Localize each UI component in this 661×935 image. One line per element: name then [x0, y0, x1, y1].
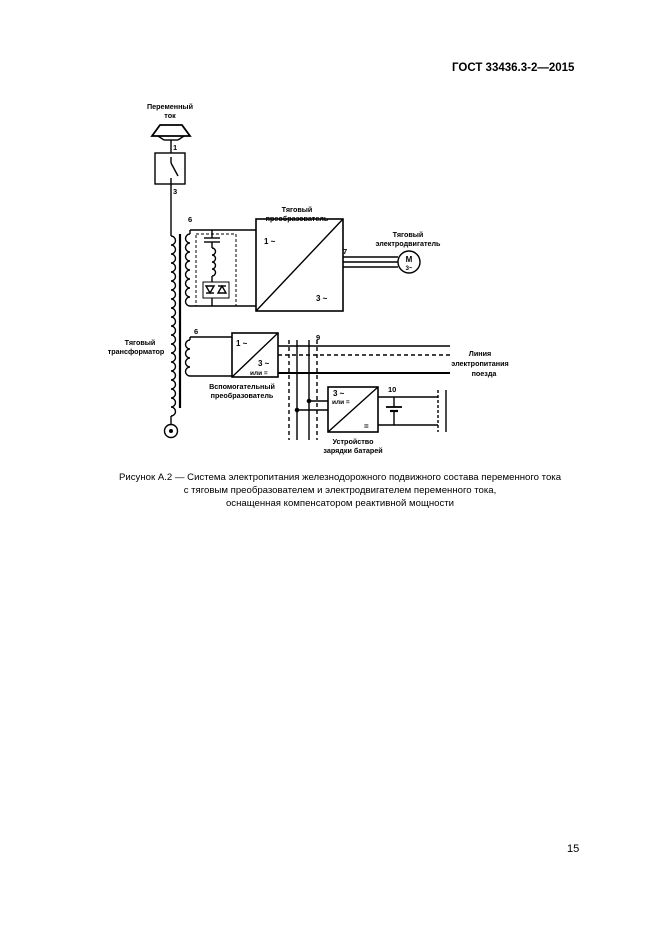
charger-input-mark-2: или =	[332, 399, 350, 406]
charger-label-1: Устройство	[332, 437, 374, 446]
traction-converter-label-2: преобразователь	[265, 214, 329, 223]
traction-motor-label-1: Тяговый	[392, 230, 424, 239]
figure-caption-line-2: с тяговым преобразователем и электродвигателем переменного тока,	[183, 485, 497, 496]
transformer-primary-winding	[171, 236, 176, 416]
traction-converter	[256, 219, 343, 311]
figure-caption-line-3: оснащенная компенсатором реактивной мощности	[225, 498, 455, 509]
number-6-traction: 6	[188, 215, 193, 224]
page-number: 15	[567, 843, 580, 855]
main-switch-icon	[155, 153, 185, 184]
aux-converter-output-mark-1: 3 ~	[258, 359, 270, 368]
aux-converter-output-mark-2: или =	[250, 370, 268, 377]
charger-output-mark: =	[364, 422, 369, 431]
motor-phase: 3~	[405, 266, 413, 272]
document-id: ГОСТ 33436.3-2—2015	[452, 62, 575, 74]
traction-transformer-label-2: трансформатор	[107, 347, 165, 356]
number-9: 9	[316, 333, 321, 342]
wheel-ground-icon	[165, 425, 178, 438]
aux-converter-label-1: Вспомогательный	[209, 382, 275, 391]
ac-line-label-2: ток	[164, 111, 176, 120]
number-3: 3	[173, 187, 178, 196]
traction-converter-input-mark: 1 ~	[264, 237, 276, 246]
aux-converter-input-mark: 1 ~	[236, 339, 248, 348]
figure-caption-line-1: Рисунок А.2 — Система электропитания железнодорожного подвижного состава переменного тока	[118, 472, 562, 483]
charger-input-mark-1: 3 ~	[333, 389, 345, 398]
number-7: 7	[343, 247, 348, 256]
battery-icon	[378, 390, 446, 432]
train-line-label-2: электропитания	[451, 359, 509, 368]
motor-symbol: M	[405, 255, 413, 264]
aux-converter-label-2: преобразователь	[210, 391, 274, 400]
charger-label-2: зарядки батарей	[323, 446, 383, 455]
number-1: 1	[173, 143, 178, 152]
number-6-aux: 6	[194, 327, 199, 336]
traction-converter-output-mark: 3 ~	[316, 294, 328, 303]
ac-line-label-1: Переменный	[146, 102, 194, 111]
secondary-winding-aux	[186, 340, 191, 376]
train-line-label-3: поезда	[471, 369, 497, 378]
reactive-compensator	[196, 230, 236, 306]
secondary-winding-traction	[186, 234, 191, 306]
train-line-label-1: Линия	[468, 349, 492, 358]
pantograph-icon	[152, 125, 190, 140]
traction-transformer-label-1: Тяговый	[124, 338, 156, 347]
traction-motor-label-2: электродвигатель	[375, 239, 441, 248]
traction-converter-label-1: Тяговый	[281, 205, 313, 214]
number-10: 10	[388, 385, 397, 394]
